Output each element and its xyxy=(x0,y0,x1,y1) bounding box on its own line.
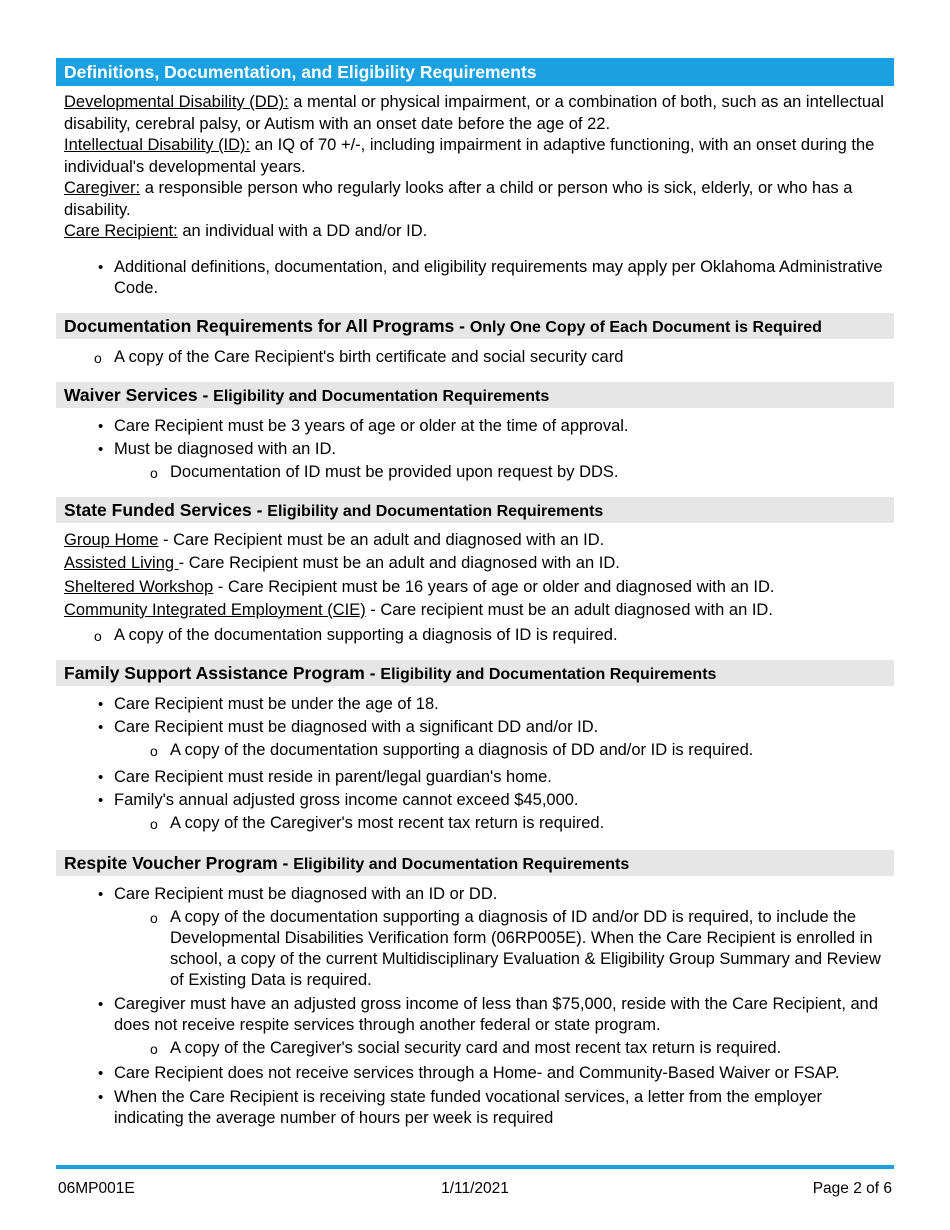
definition-care-recipient: Care Recipient: an individual with a DD and/or ID. xyxy=(64,222,428,240)
footer-date: 1/11/2021 xyxy=(441,1180,509,1197)
list-item: • Family's annual adjusted gross income cannot exceed $45,000. xyxy=(56,790,894,811)
list-item: o Documentation of ID must be provided upon request by DDS. xyxy=(56,462,894,483)
state-funded-cie: Community Integrated Employment (CIE) - Care recipient must be an adult diagnosed with an ID. xyxy=(64,601,773,619)
section-header-respite: Respite Voucher Program - Eligibility and Documentation Requirements xyxy=(56,850,894,876)
section-header-all-programs: Documentation Requirements for All Programs - Only One Copy of Each Document is Required xyxy=(56,313,894,339)
definition-id: Intellectual Disability (ID): an IQ of 70 +/-, including impairment in adaptive functioning, with an onset during the individual's developmental years. xyxy=(64,136,875,176)
list-item: • Care Recipient does not receive services through a Home- and Community-Based Waiver or FSAP. xyxy=(56,1063,894,1084)
waiver-list xyxy=(56,416,894,483)
document-page xyxy=(56,58,894,1129)
list-item: • Caregiver must have an adjusted gross income of less than $75,000, reside with the Care Recipient, and does not receive respite services through another federal or state program. xyxy=(56,994,894,1036)
state-funded-rows xyxy=(56,530,894,646)
respite-list xyxy=(56,884,894,1129)
list-item: • When the Care Recipient is receiving state funded vocational services, a letter from the employer indicating the average number of hours per week is required xyxy=(56,1087,894,1129)
state-funded-assisted-living: Assisted Living - Care Recipient must be an adult and diagnosed with an ID. xyxy=(64,554,620,572)
list-item: • Care Recipient must be 3 years of age or older at the time of approval. xyxy=(56,416,894,437)
definitions-notes xyxy=(56,257,894,299)
state-funded-sheltered-workshop: Sheltered Workshop - Care Recipient must be 16 years of age or older and diagnosed with an ID. xyxy=(64,577,775,596)
state-funded-group-home: Group Home - Care Recipient must be an adult and diagnosed with an ID. xyxy=(64,530,605,549)
list-item: • Must be diagnosed with an ID. xyxy=(56,439,894,460)
list-item: • Care Recipient must be diagnosed with a significant DD and/or ID. xyxy=(56,717,894,738)
section-header-family-support: Family Support Assistance Program - Eligibility and Documentation Requirements xyxy=(56,660,894,686)
list-item: o A copy of the documentation supporting a diagnosis of ID and/or DD is required, to include the Developmental Disabilities Verification form (06RP005E). When the Care Recipient is enrolled in school, a copy of the current Multidisciplinary Evaluation & Eligibility Group Summary and Review of Existing Data is required. xyxy=(56,907,894,991)
list-item: o A copy of the Care Recipient's birth certificate and social security card xyxy=(56,347,894,368)
list-item: • Additional definitions, documentation, and eligibility requirements may apply per Oklahoma Administrative Code. xyxy=(56,257,894,299)
definition-caregiver: Caregiver: a responsible person who regularly looks after a child or person who is sick, elderly, or who has a disability. xyxy=(64,179,853,219)
all-programs-list xyxy=(56,347,894,368)
list-item: • Care Recipient must be under the age of 18. xyxy=(56,694,894,715)
state-funded-notes xyxy=(56,625,894,646)
family-support-list xyxy=(56,694,894,834)
footer-page-number: Page 2 of 6 xyxy=(812,1180,892,1197)
list-item: o A copy of the documentation supporting a diagnosis of DD and/or ID is required. xyxy=(56,740,894,761)
section-banner: Definitions, Documentation, and Eligibility Requirements xyxy=(56,58,894,86)
list-item: o A copy of the Caregiver's most recent tax return is required. xyxy=(56,813,894,834)
definition-dd: Developmental Disability (DD): a mental or physical impairment, or a combination of both, such as an intellectual disability, cerebral palsy, or Autism with an onset date before the age of 22. xyxy=(64,93,884,133)
section-header-waiver: Waiver Services - Eligibility and Documentation Requirements xyxy=(56,382,894,408)
section-header-state-funded: State Funded Services - Eligibility and Documentation Requirements xyxy=(56,497,894,523)
list-item: • Care Recipient must reside in parent/legal guardian's home. xyxy=(56,767,894,788)
list-item: o A copy of the documentation supporting a diagnosis of ID is required. xyxy=(56,625,894,646)
definitions xyxy=(56,92,894,299)
footer-form-id: 06MP001E xyxy=(58,1180,135,1197)
list-item: o A copy of the Caregiver's social security card and most recent tax return is required. xyxy=(56,1038,894,1059)
footer-divider xyxy=(56,1165,894,1169)
list-item: • Care Recipient must be diagnosed with an ID or DD. xyxy=(56,884,894,905)
